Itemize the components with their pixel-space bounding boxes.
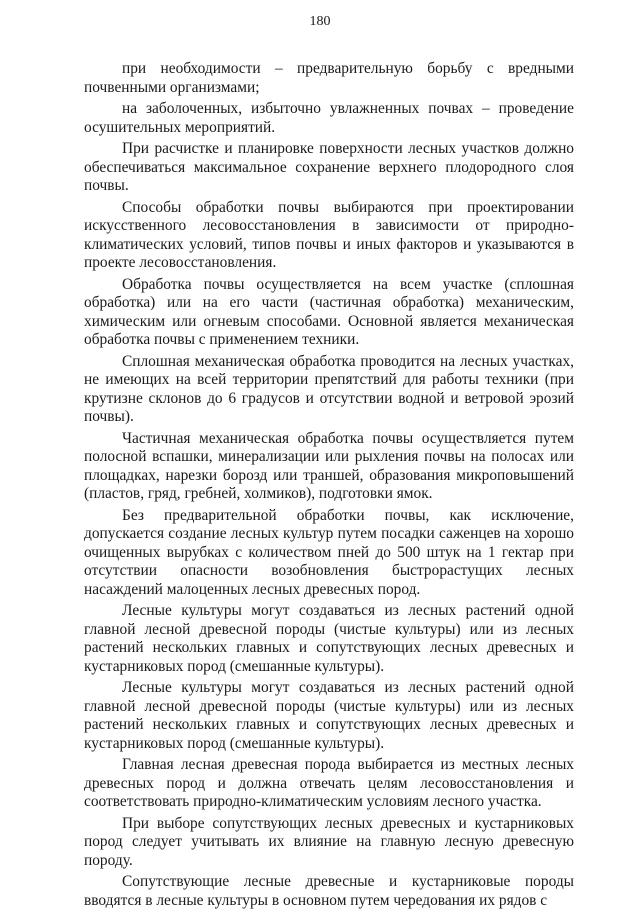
paragraph: при необходимости – предварительную борьбу с вредными почвенными организмами; (84, 60, 574, 96)
paragraph: Способы обработки почвы выбираются при проектировании искусственного лесовосстановления в зависимости от природно-климатических условий, типов почвы и иных факторов и указываются в проекте лесовосстановления. (84, 198, 574, 271)
paragraph: на заболоченных, избыточно увлажненных почвах – проведение осушительных мероприятий. (84, 100, 574, 136)
paragraph: Главная лесная древесная порода выбирается из местных лесных древесных пород и должна отвечать целям лесовосстановления и соответствовать природно-климатическим условиям лесного участка. (84, 756, 574, 810)
paragraph: Частичная механическая обработка почвы осуществляется путем полосной вспашки, минерализации или рыхления почвы на полосах или площадках, нарезки борозд или траншей, образования микроповышений (пластов, гряд, гребней, холмиков), подготовки ямок. (84, 429, 574, 502)
paragraph: Лесные культуры могут создаваться из лесных растений одной главной лесной древесной породы (чистые культуры) или из лесных растений нескольких главных и сопутствующих лесных древесных и кустарниковых пород (смешанные культуры). (84, 679, 574, 752)
paragraph: При выборе сопутствующих лесных древесных и кустарниковых пород следует учитывать их влияние на главную лесную древесную породу. (84, 814, 574, 869)
body-text (84, 60, 574, 913)
paragraph: Без предварительной обработки почвы, как исключение, допускается создание лесных культур путем посадки саженцев на хорошо очищенных вырубках с количеством пней до 500 штук на 1 гектар при отсутствии опасности возобновления быстрорастущих лесных насаждений малоценных лесных древесных пород. (84, 506, 574, 598)
paragraph: Сопутствующие лесные древесные и кустарниковые породы вводятся в лесные культуры в основном путем чередования их рядов с (84, 873, 574, 909)
paragraph: При расчистке и планировке поверхности лесных участков должно обеспечиваться максимальное сохранение верхнего плодородного слоя почвы. (84, 140, 574, 194)
paragraph: Обработка почвы осуществляется на всем участке (сплошная обработка) или на его части (частичная обработка) механическим, химическим или огневым способами. Основной является механическая обработка почвы с применением техники. (84, 275, 574, 348)
paragraph: Лесные культуры могут создаваться из лесных растений одной главной лесной древесной породы (чистые культуры) или из лесных растений нескольких главных и сопутствующих лесных древесных и кустарниковых пород (смешанные культуры). (84, 602, 574, 675)
paragraph: Сплошная механическая обработка проводится на лесных участках, не имеющих на всей территории препятствий для работы техники (при крутизне склонов до 6 градусов и отсутствии водной и ветровой эрозий почвы). (84, 352, 574, 425)
page-number: 180 (309, 14, 331, 29)
